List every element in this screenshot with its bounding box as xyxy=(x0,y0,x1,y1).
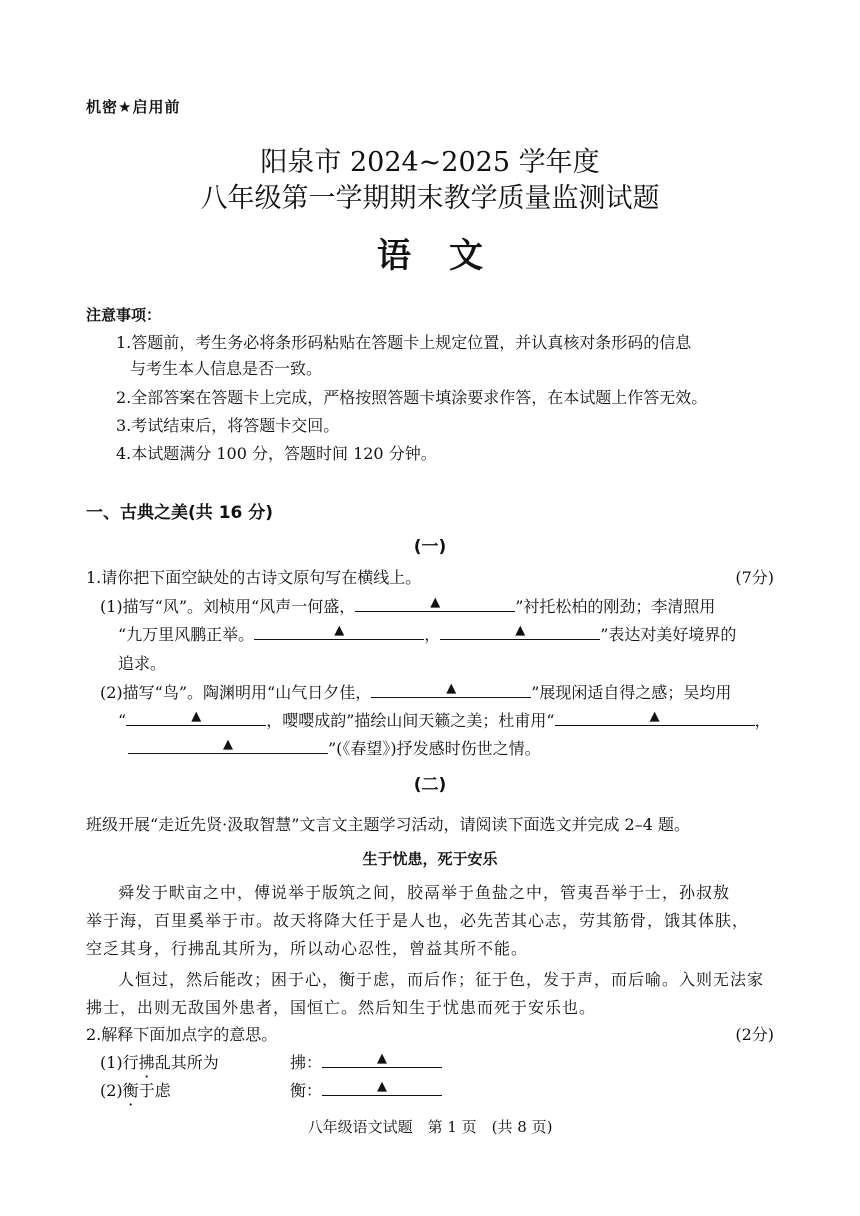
q2-item1-key: 拂： xyxy=(290,1053,323,1072)
dotted-character: 衡 xyxy=(122,1081,139,1100)
subject-title: 语文 xyxy=(377,236,521,276)
notice-item-2: 2.全部答案在答题卡上完成，严格按照答题卡填涂要求作答，在本试题上作答无效。 xyxy=(116,388,708,407)
triangle-marker-icon: ▲ xyxy=(430,595,441,610)
q1-sub1-line1 xyxy=(100,594,715,617)
q1-sub2-text-f: ”(《春望》)抒发感时伤世之情。 xyxy=(328,739,541,758)
q1-sub2-text-d: ，嘤嘤成韵”描绘山间天籁之美；杜甫用“ xyxy=(266,711,555,730)
q1-sub1-text-f: 追求。 xyxy=(118,654,167,673)
notice-heading: 注意事项： xyxy=(86,306,162,324)
confidential-label: 机密★启用前 xyxy=(86,98,181,116)
article-title: 生于忧患，死于安乐 xyxy=(362,850,498,868)
q1-sub2-line2 xyxy=(118,708,771,731)
q1-sub2-text-e: ， xyxy=(754,711,771,730)
part-one-label: (一) xyxy=(413,537,447,557)
article-para1-line3: 空乏其身，行拂乱其所为，所以动心忍性，曾益其所不能。 xyxy=(86,939,529,958)
answer-blank[interactable] xyxy=(440,623,600,640)
answer-blank[interactable] xyxy=(355,595,515,612)
dotted-character: 拂 xyxy=(138,1053,155,1072)
q1-sub2-line3 xyxy=(128,736,541,759)
q1-points: (7分) xyxy=(735,568,774,587)
triangle-marker-icon: ▲ xyxy=(223,737,233,752)
q1-prompt: 1.请你把下面空缺处的古诗文原句写在横线上。 xyxy=(86,568,422,587)
q1-sub2-text-a: (2)描写“鸟”。陶渊明用“山气日夕佳， xyxy=(100,683,372,702)
answer-blank[interactable] xyxy=(254,623,424,640)
q1-sub1-text-a: (1)描写“风”。刘桢用“风声一何盛， xyxy=(100,597,356,616)
q2-item2-key: 衡： xyxy=(290,1081,323,1100)
page-footer: 八年级语文试题 第 1 页 (共 8 页) xyxy=(307,1118,553,1136)
triangle-marker-icon: ▲ xyxy=(515,623,526,638)
answer-blank[interactable] xyxy=(371,681,531,698)
triangle-marker-icon: ▲ xyxy=(377,1079,388,1094)
q1-sub1-text-c: “九万里风鹏正举。 xyxy=(118,625,255,644)
article-para2-line1: 人恒过，然后能改；困于心，衡于虑，而后作；征于色，发于声，而后喻。入则无法家 xyxy=(118,970,765,989)
triangle-marker-icon: ▲ xyxy=(649,709,660,724)
section-heading: 一、古典之美(共 16 分) xyxy=(86,503,274,523)
q2-item2-answer xyxy=(290,1078,442,1101)
notice-item-4: 4.本试题满分 100 分，答题时间 120 分钟。 xyxy=(116,444,437,463)
activity-intro: 班级开展“走近先贤·汲取智慧”文言文主题学习活动，请阅读下面选文并完成 2–4 题。 xyxy=(86,815,690,834)
notice-item-1-cont: 与考生本人信息是否一致。 xyxy=(130,359,323,378)
q1-sub1-text-d: ， xyxy=(424,625,441,644)
q2-item2-pre: (2) xyxy=(100,1081,123,1100)
q2-item1 xyxy=(100,1050,219,1073)
answer-blank[interactable] xyxy=(322,1051,442,1068)
q1-sub1-line2 xyxy=(118,622,736,645)
q1-sub2-line1 xyxy=(100,680,731,703)
answer-blank[interactable] xyxy=(555,709,755,726)
q2-item1-pre: (1)行 xyxy=(100,1053,139,1072)
q2-item2 xyxy=(100,1078,171,1101)
article-para1-line2: 举于海，百里奚举于市。故天将降大任于是人也，必先苦其心志，劳其筋骨，饿其体肤， xyxy=(86,911,750,930)
q2-item1-post: 乱其所为 xyxy=(154,1053,219,1072)
notice-item-1: 1.答题前，考生务必将条形码粘贴在答题卡上规定位置，并认真核对条形码的信息 xyxy=(116,333,692,352)
q1-sub1-text-e: ”表达对美好境界的 xyxy=(600,625,737,644)
part-two-label: (二) xyxy=(413,775,447,795)
q1-sub2-text-c: “ xyxy=(118,711,127,730)
q2-item1-answer xyxy=(290,1050,442,1073)
article-para1-line1: 舜发于畎亩之中，傅说举于版筑之间，胶鬲举于鱼盐之中，管夷吾举于士，孙叔敖 xyxy=(118,883,731,902)
notice-item-3: 3.考试结束后，将答题卡交回。 xyxy=(116,416,340,435)
exam-title-line2: 八年级第一学期期末教学质量监测试题 xyxy=(200,183,660,214)
answer-blank[interactable] xyxy=(126,709,266,726)
triangle-marker-icon: ▲ xyxy=(446,681,457,696)
q2-points: (2分) xyxy=(735,1025,774,1044)
triangle-marker-icon: ▲ xyxy=(334,623,345,638)
exam-title-line1: 阳泉市 2024~2025 学年度 xyxy=(260,147,600,178)
triangle-marker-icon: ▲ xyxy=(377,1051,388,1066)
triangle-marker-icon: ▲ xyxy=(191,709,202,724)
article-para2-line2: 拂士，出则无敌国外患者，国恒亡。然后知生于忧患而死于安乐也。 xyxy=(86,998,597,1017)
answer-blank[interactable] xyxy=(128,737,328,754)
q1-sub1-text-b: ”衬托松柏的刚劲；李清照用 xyxy=(515,597,716,616)
q1-sub2-text-b: ”展现闲适自得之感；吴均用 xyxy=(531,683,732,702)
q2-prompt: 2.解释下面加点字的意思。 xyxy=(86,1025,278,1044)
q2-item2-post: 于虑 xyxy=(138,1081,171,1100)
answer-blank[interactable] xyxy=(322,1079,442,1096)
